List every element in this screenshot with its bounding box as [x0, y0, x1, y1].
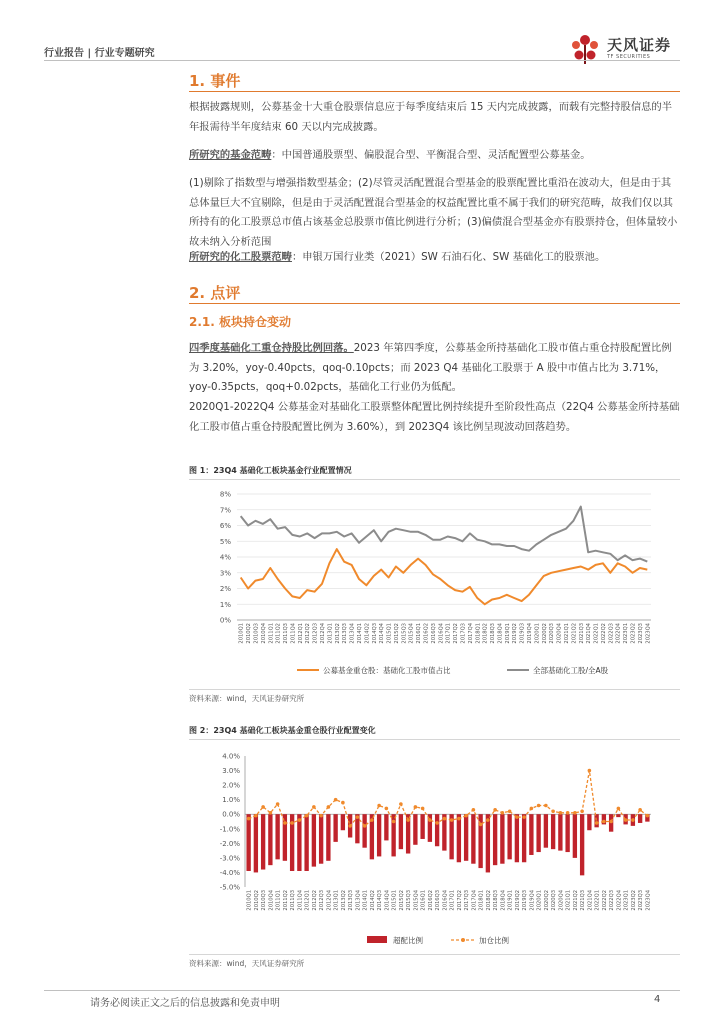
- x-tick-label: 2014Q3: [377, 890, 384, 911]
- x-tick-label: 2015Q1: [391, 890, 398, 911]
- x-tick-label: 2015Q2: [398, 890, 405, 911]
- x-tick-label: 2020Q1: [534, 623, 541, 644]
- x-tick-label: 2021Q2: [572, 890, 579, 911]
- bar: [399, 814, 403, 849]
- x-tick-label: 2014Q1: [362, 890, 369, 911]
- bar: [529, 814, 533, 855]
- legend-label: 加仓比例: [479, 936, 509, 945]
- x-tick-label: 2016Q4: [442, 890, 449, 911]
- breadcrumb: 行业报告 | 行业专题研究: [44, 48, 155, 59]
- bar: [268, 814, 272, 865]
- x-tick-label: 2020Q3: [549, 623, 556, 644]
- x-tick-label: 2019Q1: [507, 890, 514, 911]
- y-tick-label: -3.0%: [219, 854, 240, 863]
- figure-2-bar-chart: [189, 744, 680, 949]
- x-tick-label: 2013Q4: [355, 890, 362, 911]
- x-tick-label: 2021Q4: [587, 890, 594, 911]
- bar: [544, 814, 548, 847]
- bar: [254, 814, 258, 872]
- line-point: [276, 802, 280, 806]
- x-tick-label: 2012Q2: [305, 623, 312, 644]
- line-point: [515, 815, 519, 819]
- x-tick-label: 2021Q1: [563, 623, 570, 644]
- line-point: [472, 808, 476, 812]
- line-point: [385, 807, 389, 811]
- figure-2-title: 图 2：23Q4 基础化工板块基金重仓股行业配置变化: [189, 722, 680, 740]
- x-tick-label: 2018Q2: [485, 890, 492, 911]
- line-point: [435, 821, 439, 825]
- line-point: [522, 815, 526, 819]
- y-tick-label: -2.0%: [219, 839, 240, 848]
- line-point: [638, 808, 642, 812]
- line-point: [363, 824, 367, 828]
- y-tick-label: -5.0%: [219, 883, 240, 892]
- x-tick-label: 2023Q3: [637, 623, 644, 644]
- line-point: [450, 818, 454, 822]
- x-tick-label: 2019Q2: [512, 623, 519, 644]
- line-point: [646, 814, 650, 818]
- line-point: [261, 805, 265, 809]
- line-point: [631, 818, 635, 822]
- line-point: [269, 811, 273, 815]
- x-tick-label: 2015Q3: [406, 890, 413, 911]
- line-point: [457, 817, 461, 821]
- line-point: [283, 821, 287, 825]
- x-tick-label: 2016Q3: [430, 623, 437, 644]
- q4-summary-text: 2023 年第四季度，公募基金所持基础化工股市值占重仓持股配置比例为 3.20%，yoy-0.40pcts，qoq-0.10pcts；而 2023 Q4 基础化工股票于 A 股中市值占比为 3.71%，yoy-0.35pcts，qoq+0.02pcts，基础化工行业仍为低配。: [189, 342, 672, 393]
- bar: [464, 814, 468, 861]
- logo-subtitle: TF SECURITIES: [607, 54, 651, 60]
- x-tick-label: 2022Q3: [608, 623, 615, 644]
- line-point: [406, 818, 410, 822]
- section-1-paragraph-1: 根据披露规则，公募基金十大重仓股票信息应于每季度结束后 15 天内完成披露，而载有完整持股信息的半年报需待半年度结束 60 天以内完成披露。: [189, 101, 673, 133]
- x-tick-label: 2021Q3: [580, 890, 587, 911]
- figure-1-line-chart: [189, 482, 680, 682]
- line-point: [617, 807, 621, 811]
- x-tick-label: 2014Q4: [384, 890, 391, 911]
- x-tick-label: 2016Q1: [416, 623, 423, 644]
- legend-label: 全部基础化工股/全A股: [533, 666, 609, 675]
- x-tick-label: 2019Q2: [514, 890, 521, 911]
- bar: [246, 814, 250, 871]
- y-tick-label: 8%: [219, 490, 231, 499]
- y-tick-label: 0.0%: [222, 810, 240, 819]
- legend-swatch: [367, 936, 387, 943]
- section-1-paragraph-3: (1)剔除了指数型与增强指数型基金；(2)尽管灵活配置混合型基金的股票配置比重沿在波动大，但是由于其总体量巨大不宜剔除，但是由于灵活配置混合型基金的权益配置比重不属于我们的研究范畴，故我们仅以其所持有的化工股票总市值占该基金总股票市值比例进行分析；(3)偏债混合型基金亦有股票持仓，但体量较小故未纳入分析范围: [189, 177, 678, 248]
- bar: [580, 814, 584, 875]
- x-tick-label: 2017Q1: [449, 890, 456, 911]
- x-tick-label: 2020Q1: [536, 890, 543, 911]
- line-point: [595, 821, 599, 825]
- line-point: [356, 815, 360, 819]
- header-divider: [44, 60, 680, 61]
- y-tick-label: 1%: [219, 600, 231, 609]
- legend-marker: [461, 938, 465, 942]
- stock-scope-text: ：申银万国行业类（2021）SW 石油石化、SW 基础化工的股票池。: [291, 251, 606, 263]
- x-tick-label: 2020Q3: [551, 890, 558, 911]
- x-tick-label: 2010Q2: [246, 623, 253, 644]
- x-tick-label: 2017Q3: [464, 890, 471, 911]
- y-tick-label: 6%: [219, 522, 231, 530]
- section-2-1-paragraph-1: [189, 339, 680, 398]
- section-1-title: 1. 事件: [189, 72, 241, 90]
- x-tick-label: 2012Q2: [311, 890, 318, 911]
- legend-label: 公募基金重仓股：基础化工股市值占比: [323, 666, 451, 675]
- x-tick-label: 2017Q4: [467, 623, 474, 644]
- x-tick-label: 2020Q2: [543, 890, 550, 911]
- bar: [275, 814, 279, 859]
- y-tick-label: 0%: [219, 616, 231, 625]
- x-tick-label: 2018Q4: [497, 623, 504, 644]
- x-tick-label: 2010Q4: [268, 890, 275, 911]
- bar: [362, 814, 366, 847]
- page-number: 4: [654, 994, 661, 1005]
- line-point: [254, 814, 258, 818]
- x-tick-label: 2011Q4: [297, 890, 304, 911]
- line-point: [348, 824, 352, 828]
- bar: [297, 814, 301, 871]
- x-tick-label: 2010Q2: [253, 890, 260, 911]
- x-tick-label: 2013Q2: [340, 890, 347, 911]
- x-tick-label: 2015Q1: [386, 623, 393, 644]
- line-point: [537, 804, 541, 808]
- x-tick-label: 2023Q4: [645, 890, 652, 911]
- x-tick-label: 2016Q3: [435, 890, 442, 911]
- x-tick-label: 2012Q1: [297, 623, 304, 644]
- x-tick-label: 2010Q3: [253, 623, 260, 644]
- x-tick-label: 2014Q2: [364, 623, 371, 644]
- x-tick-label: 2023Q1: [623, 890, 630, 911]
- x-tick-label: 2013Q1: [333, 890, 340, 911]
- line-point: [305, 814, 309, 818]
- line-point: [290, 821, 294, 825]
- x-tick-label: 2011Q1: [268, 623, 275, 644]
- line-point: [544, 804, 548, 808]
- y-tick-label: 3.0%: [222, 767, 240, 776]
- bar: [522, 814, 526, 862]
- line-point: [464, 814, 468, 818]
- line-point: [392, 820, 396, 824]
- stock-scope-label: 所研究的化工股票范畴: [189, 251, 292, 263]
- x-tick-label: 2019Q3: [519, 623, 526, 644]
- x-tick-label: 2019Q1: [504, 623, 511, 644]
- x-tick-label: 2013Q4: [349, 623, 356, 644]
- line-point: [486, 818, 490, 822]
- x-tick-label: 2018Q1: [478, 890, 485, 911]
- line-point: [602, 820, 606, 824]
- x-tick-label: 2018Q2: [482, 623, 489, 644]
- line-point: [508, 810, 512, 814]
- x-tick-label: 2010Q1: [238, 623, 245, 644]
- x-tick-label: 2021Q2: [571, 623, 578, 644]
- y-tick-label: -1.0%: [219, 825, 240, 834]
- x-tick-label: 2017Q2: [456, 890, 463, 911]
- section-2-title: 2. 点评: [189, 284, 241, 302]
- section-2-1-paragraph-2: 2020Q1-2022Q4 公募基金对基础化工股票整体配置比例持续提升至阶段性高点（22Q4 公募基金所持基础化工股市值占重仓持股配置比例为 3.60%），到 2023Q4 该比例呈现波动回落趋势。: [189, 401, 680, 433]
- line-point: [319, 814, 323, 818]
- line-point: [443, 817, 447, 821]
- x-tick-label: 2010Q3: [261, 890, 268, 911]
- bar: [471, 814, 475, 863]
- line-point: [334, 798, 338, 802]
- x-tick-label: 2014Q3: [371, 623, 378, 644]
- bar: [486, 814, 490, 872]
- x-tick-label: 2013Q1: [327, 623, 334, 644]
- x-tick-label: 2011Q3: [283, 623, 290, 644]
- x-tick-label: 2015Q4: [413, 890, 420, 911]
- x-tick-label: 2011Q2: [282, 890, 289, 911]
- x-tick-label: 2022Q3: [609, 890, 616, 911]
- x-tick-label: 2023Q1: [623, 623, 630, 644]
- q4-summary-label: 四季度基础化工重仓持股比例回落。: [189, 342, 354, 354]
- x-tick-label: 2017Q2: [453, 623, 460, 644]
- line-point: [501, 811, 505, 815]
- bar: [341, 814, 345, 830]
- bar: [319, 814, 323, 863]
- x-tick-label: 2020Q2: [541, 623, 548, 644]
- x-tick-label: 2019Q4: [527, 623, 534, 644]
- x-tick-label: 2022Q1: [593, 623, 600, 644]
- x-tick-label: 2010Q1: [246, 890, 253, 911]
- bar: [616, 814, 620, 817]
- x-tick-label: 2011Q2: [275, 623, 282, 644]
- line-point: [573, 811, 577, 815]
- bar: [587, 814, 591, 830]
- section-1-paragraph-2: [189, 146, 680, 166]
- figure-1-title: 图 1：23Q4 基础化工板块基金行业配置情况: [189, 462, 680, 480]
- x-tick-label: 2022Q2: [601, 890, 608, 911]
- line-point: [479, 823, 483, 827]
- x-tick-label: 2019Q4: [529, 890, 536, 911]
- bar: [573, 814, 577, 858]
- figure-1-source: 资料来源：wind，天风证券研究所: [189, 694, 305, 703]
- section-1-underline: [189, 91, 680, 92]
- line-point: [377, 804, 381, 808]
- line-point: [493, 808, 497, 812]
- x-tick-label: 2022Q1: [594, 890, 601, 911]
- section-2-1-title: 2.1. 板块持仓变动: [189, 315, 291, 329]
- line-point: [312, 805, 316, 809]
- line-point: [370, 818, 374, 822]
- section-1-paragraph-4: [189, 248, 680, 268]
- bar: [304, 814, 308, 871]
- section-2-underline: [189, 303, 680, 304]
- bar: [312, 814, 316, 866]
- bar: [515, 814, 519, 862]
- bar: [638, 814, 642, 823]
- line-point: [341, 801, 345, 805]
- fund-scope-label: 所研究的基金范畴: [189, 149, 272, 161]
- x-tick-label: 2014Q4: [379, 623, 386, 644]
- bar: [413, 814, 417, 845]
- bar: [420, 814, 424, 839]
- bar: [435, 814, 439, 846]
- bar: [594, 814, 598, 827]
- x-tick-label: 2023Q4: [645, 623, 652, 644]
- x-tick-label: 2014Q1: [356, 623, 363, 644]
- fund-scope-text: ：中国普通股票型、偏股混合型、平衡混合型、灵活配置型公募基金。: [271, 149, 591, 161]
- line-point: [421, 807, 425, 811]
- x-tick-label: 2018Q3: [493, 890, 500, 911]
- line-point: [247, 817, 251, 821]
- bar: [261, 814, 265, 869]
- y-tick-label: 2%: [219, 585, 231, 593]
- y-tick-label: 2.0%: [222, 781, 240, 790]
- line-point: [298, 818, 302, 822]
- x-tick-label: 2021Q1: [565, 890, 572, 911]
- x-tick-label: 2012Q3: [319, 890, 326, 911]
- x-tick-label: 2021Q4: [586, 623, 593, 644]
- x-tick-label: 2016Q1: [420, 890, 427, 911]
- x-tick-label: 2018Q1: [475, 623, 482, 644]
- y-tick-label: 1.0%: [222, 796, 240, 805]
- x-tick-label: 2017Q1: [445, 623, 452, 644]
- x-tick-label: 2017Q3: [460, 623, 467, 644]
- x-tick-label: 2015Q4: [408, 623, 415, 644]
- line-point: [428, 818, 432, 822]
- figure-2-bottom-rule: [189, 954, 680, 955]
- line-point: [566, 811, 570, 815]
- bar: [536, 814, 540, 852]
- y-tick-label: 7%: [219, 506, 231, 515]
- x-tick-label: 2011Q3: [290, 890, 297, 911]
- y-tick-label: 4.0%: [222, 752, 240, 761]
- line-point: [530, 807, 534, 811]
- line-point: [414, 805, 418, 809]
- bar: [493, 814, 497, 865]
- x-tick-label: 2021Q3: [578, 623, 585, 644]
- bar: [326, 814, 330, 861]
- x-tick-label: 2016Q2: [423, 623, 430, 644]
- x-tick-label: 2020Q4: [558, 890, 565, 911]
- line-point: [327, 805, 331, 809]
- line-point: [624, 818, 628, 822]
- x-tick-label: 2019Q3: [522, 890, 529, 911]
- line-point: [580, 810, 584, 814]
- x-tick-label: 2023Q2: [630, 890, 637, 911]
- line-point: [588, 769, 592, 773]
- y-tick-label: 5%: [219, 537, 231, 546]
- bar: [507, 814, 511, 859]
- x-tick-label: 2022Q4: [616, 890, 623, 911]
- x-tick-label: 2013Q3: [342, 623, 349, 644]
- x-tick-label: 2022Q2: [600, 623, 607, 644]
- bar: [551, 814, 555, 849]
- logo-name: 天风证券: [607, 36, 672, 54]
- x-tick-label: 2017Q4: [471, 890, 478, 911]
- x-tick-label: 2015Q2: [393, 623, 400, 644]
- x-tick-label: 2018Q4: [500, 890, 507, 911]
- x-tick-label: 2011Q4: [290, 623, 297, 644]
- x-tick-label: 2010Q4: [260, 623, 267, 644]
- x-tick-label: 2012Q1: [304, 890, 311, 911]
- y-tick-label: 3%: [219, 569, 231, 578]
- line-point: [559, 811, 563, 815]
- x-tick-label: 2018Q3: [490, 623, 497, 644]
- x-tick-label: 2013Q2: [334, 623, 341, 644]
- bar: [457, 814, 461, 862]
- bar: [333, 814, 337, 842]
- bar: [384, 814, 388, 840]
- line-point: [399, 802, 403, 806]
- y-tick-label: -4.0%: [219, 868, 240, 877]
- x-tick-label: 2013Q3: [348, 890, 355, 911]
- x-tick-label: 2015Q3: [401, 623, 408, 644]
- bar: [558, 814, 562, 850]
- x-tick-label: 2020Q4: [556, 623, 563, 644]
- x-tick-label: 2012Q4: [326, 890, 333, 911]
- series-line-2: [241, 507, 648, 562]
- figure-2-source: 资料来源：wind，天风证券研究所: [189, 959, 305, 968]
- x-tick-label: 2023Q3: [638, 890, 645, 911]
- x-tick-label: 2023Q2: [630, 623, 637, 644]
- x-tick-label: 2012Q3: [312, 623, 319, 644]
- bar: [377, 814, 381, 856]
- x-tick-label: 2012Q4: [320, 623, 327, 644]
- x-tick-label: 2016Q2: [427, 890, 434, 911]
- line-point: [551, 810, 555, 814]
- line-point: [609, 820, 613, 824]
- bar: [500, 814, 504, 863]
- legend-label: 超配比例: [393, 936, 423, 945]
- y-tick-label: 4%: [219, 553, 231, 562]
- x-tick-label: 2014Q2: [369, 890, 376, 911]
- x-tick-label: 2016Q4: [438, 623, 445, 644]
- bar: [565, 814, 569, 852]
- figure-1-bottom-rule: [189, 689, 680, 690]
- footer-divider: [44, 990, 680, 991]
- x-tick-label: 2022Q4: [615, 623, 622, 644]
- x-tick-label: 2011Q1: [275, 890, 282, 911]
- disclaimer-link[interactable]: 请务必阅读正文之后的信息披露和免责申明: [90, 998, 280, 1009]
